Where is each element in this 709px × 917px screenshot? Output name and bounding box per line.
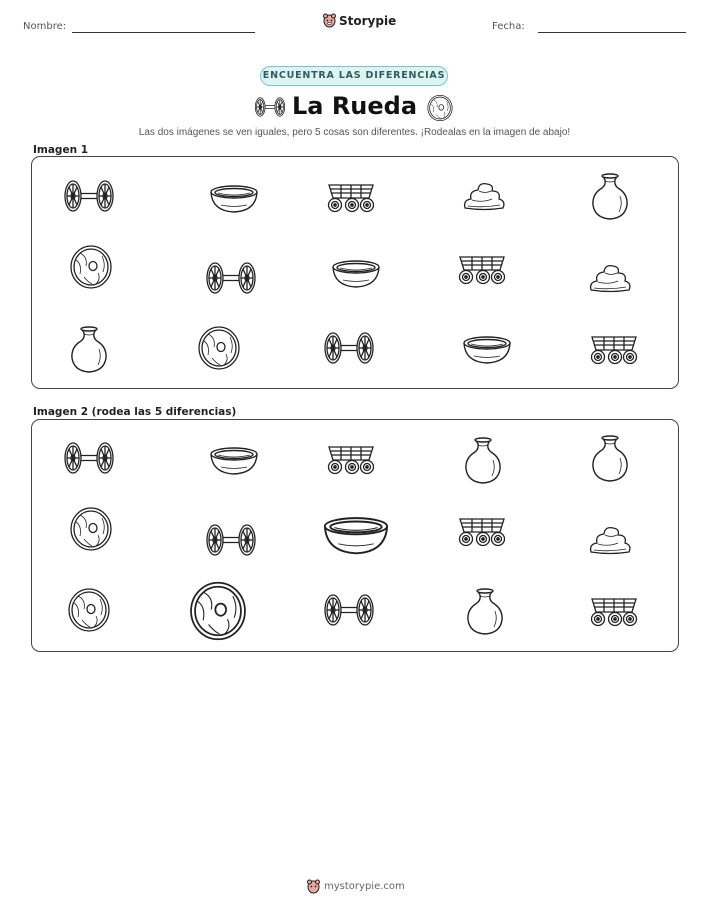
- storypie-mascot-icon: [307, 879, 320, 894]
- panel-1-axle-icon: [62, 178, 116, 214]
- panel-1-axle-icon: [204, 260, 258, 296]
- panel-1-bowl-icon: [209, 180, 259, 214]
- footer: [307, 879, 405, 894]
- panel-2-axle-icon[interactable]: [62, 440, 116, 476]
- page-title: La Rueda: [291, 92, 418, 120]
- brand-name: Storypie: [339, 13, 397, 28]
- brand-logo: [323, 13, 396, 28]
- panel-2-bowl-icon[interactable]: [209, 442, 259, 476]
- date-label: Fecha:: [492, 21, 525, 32]
- panel-2-cart-icon[interactable]: [326, 442, 376, 476]
- storypie-mascot-icon: [323, 13, 336, 28]
- panel-2-wheel-icon[interactable]: [187, 580, 249, 642]
- panel-2-bowl-icon[interactable]: [322, 510, 390, 556]
- panel-2-axle-icon[interactable]: [204, 522, 258, 558]
- panel-2-wheel-icon[interactable]: [68, 506, 114, 552]
- panel-1-axle-icon: [322, 330, 376, 366]
- panel-1-vase-icon: [69, 325, 109, 375]
- panel-1-bowl-icon: [462, 331, 512, 365]
- title-wheel-icon: [425, 94, 455, 122]
- name-label: Nombre:: [23, 21, 67, 32]
- instructions: Las dos imágenes se ven iguales, pero 5 cosas son diferentes. ¡Rodealas en la imagen de abajo!: [138, 127, 571, 138]
- panel-1-clay-icon: [588, 262, 632, 296]
- panel-1-wheel-icon: [68, 244, 114, 290]
- footer-url[interactable]: mystorypie.com: [324, 881, 405, 892]
- activity-badge: ENCUENTRA LAS DIFERENCIAS: [260, 66, 448, 86]
- panel-1-label: Imagen 1: [33, 144, 89, 156]
- panel-2-cart-icon[interactable]: [589, 594, 639, 628]
- panel-1-bowl-icon: [331, 255, 381, 289]
- panel-1-clay-icon: [462, 180, 506, 214]
- panel-2-cart-icon[interactable]: [457, 514, 507, 548]
- panel-1-cart-icon: [326, 180, 376, 214]
- panel-1-cart-icon: [589, 332, 639, 366]
- panel-2-label: Imagen 2 (rodea las 5 diferencias): [33, 406, 237, 418]
- panel-1-wheel-icon: [196, 325, 242, 371]
- panel-2-vase-icon[interactable]: [465, 587, 505, 637]
- panel-2-clay-icon[interactable]: [588, 524, 632, 558]
- panel-2-wheel-icon[interactable]: [66, 587, 112, 633]
- date-field[interactable]: [538, 32, 686, 33]
- panel-2-axle-icon[interactable]: [322, 592, 376, 628]
- name-field[interactable]: [72, 32, 255, 33]
- panel-1-vase-icon: [590, 172, 630, 222]
- panel-2-vase-icon[interactable]: [463, 436, 503, 486]
- panel-1-cart-icon: [457, 252, 507, 286]
- panel-2-vase-icon[interactable]: [590, 434, 630, 484]
